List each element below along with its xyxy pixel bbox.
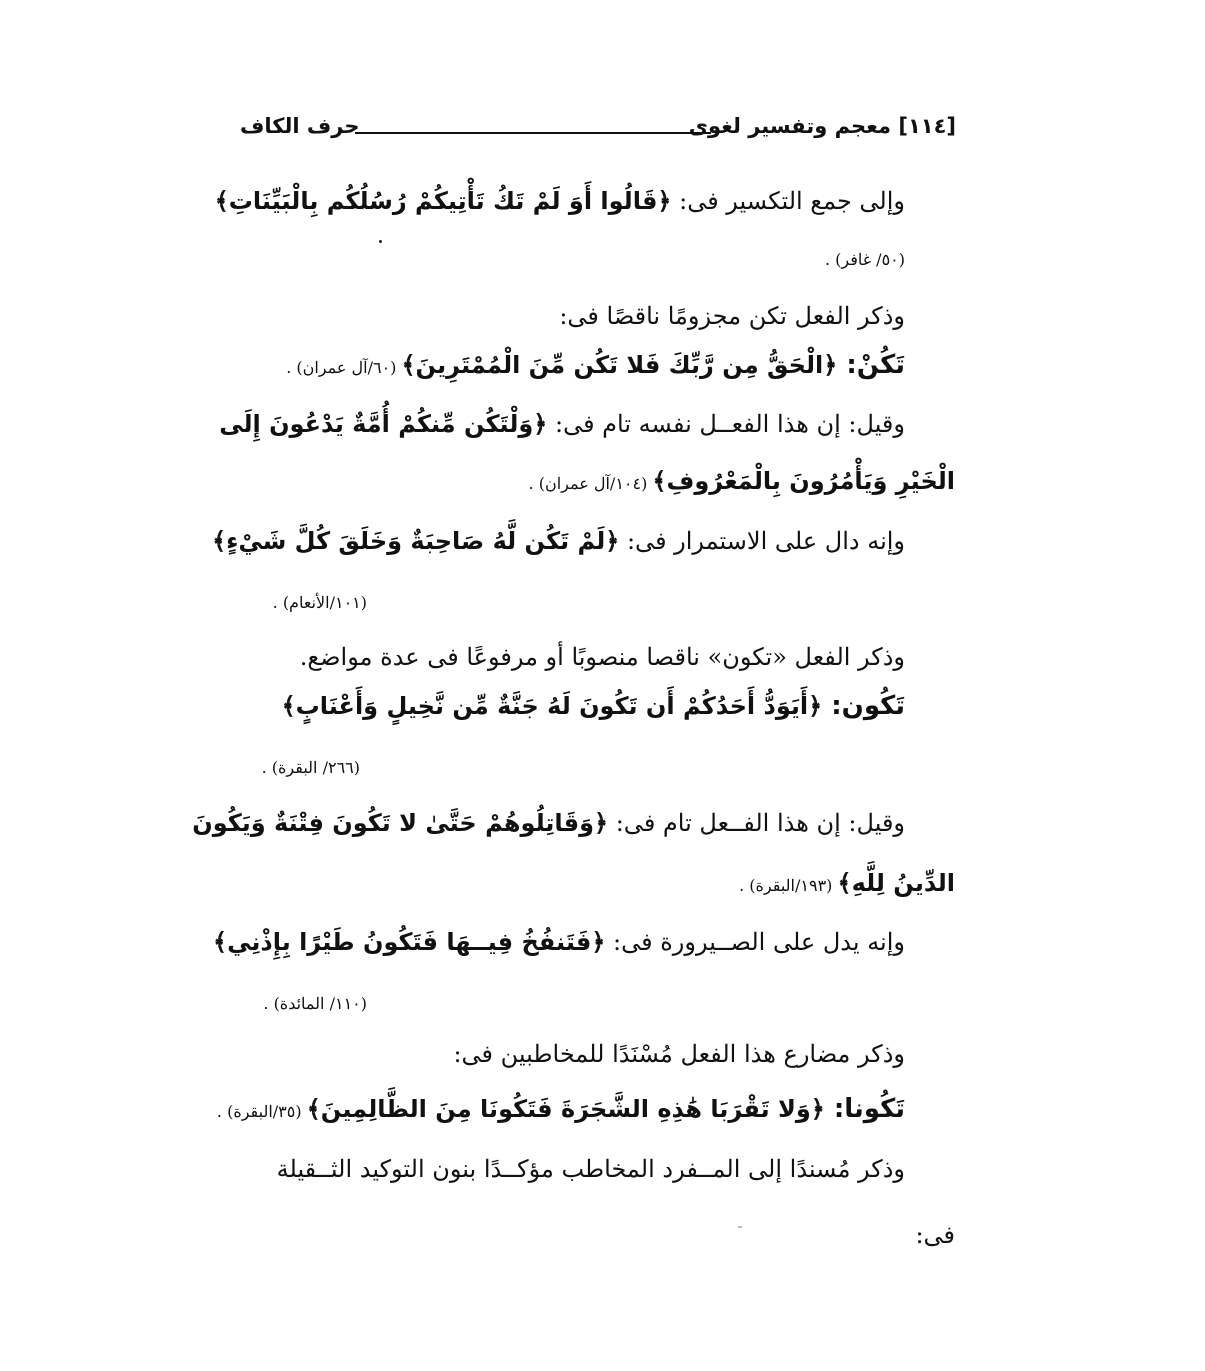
body-text: وإلى جمع التكسير فى: [671, 187, 905, 215]
text-line [277, 1152, 905, 1186]
body-text: فى: [915, 1221, 955, 1249]
text-line [286, 348, 905, 385]
quran-verse: ﴿فَتَنفُخُ فِيــهَا فَتَكُونُ طَيْرًا بِإِذْنِي﴾ [213, 928, 606, 956]
headword: تَكُونا: [824, 1094, 905, 1124]
verse-reference: (١٠١/الأنعام) . [272, 593, 367, 612]
page-number-title: [١١٤] معجم وتفسير لغوى [688, 114, 956, 138]
body-text: وقيل: إن هذا الفعــل نفسه تام فى: [547, 410, 905, 438]
quran-verse: ﴿لَمْ تَكُن لَّهُ صَاحِبَةٌ وَخَلَقَ كُلَّ شَيْءٍ﴾ [212, 527, 620, 555]
text-line [915, 1218, 955, 1252]
text-line [529, 464, 955, 501]
text-line [263, 984, 367, 1021]
text-line [212, 524, 905, 558]
text-line [825, 240, 905, 277]
body-text: وذكر الفعل «تكون» ناقصا منصوبًا أو مرفوعًا فى عدة مواضع. [299, 643, 905, 671]
text-line [262, 748, 360, 785]
verse-reference: (٣٥/البقرة) . [216, 1102, 307, 1121]
verse-reference: (١١٠/ المائدة) . [263, 994, 367, 1013]
text-line [217, 1092, 905, 1129]
body-text: وذكر مضارع هذا الفعل مُسْنَدًا للمخاطبين فى: [453, 1040, 905, 1068]
quran-verse: ﴿أَيَوَدُّ أَحَدُكُمْ أَن تَكُونَ لَهُ جَنَّةٌ مِّن نَّخِيلٍ وَأَعْنَابٍ﴾ [281, 692, 823, 720]
header-rule [355, 132, 711, 134]
quran-verse: ﴿وَلْتَكُن مِّنكُمْ أُمَّةٌ يَدْعُونَ إِلَى [219, 410, 548, 438]
quran-verse: الدِّينُ لِلَّهِ﴾ [837, 869, 955, 897]
verse-reference: (١٩٣/البقرة) . [739, 876, 838, 895]
quran-verse: ﴿وَقَاتِلُوهُمْ حَتَّىٰ لا تَكُونَ فِتْنَةٌ وَيَكُونَ [192, 809, 609, 837]
page-header [240, 114, 956, 148]
scan-speck [738, 1226, 742, 1228]
text-line [192, 806, 905, 840]
headword: تَكُنْ: [837, 350, 905, 380]
text-line [282, 689, 905, 723]
text-line [559, 299, 905, 333]
verse-reference: (٢٦٦/ البقرة) . [261, 758, 360, 777]
text-line [300, 640, 905, 674]
body-text: وإنه يدل على الصــيرورة فى: [605, 928, 905, 956]
text-line [219, 407, 905, 441]
body-text: وإنه دال على الاستمرار فى: [619, 527, 905, 555]
body-text: وذكر الفعل تكن مجزومًا ناقصًا فى: [559, 302, 905, 330]
headword: تَكُون: [822, 691, 905, 721]
text-line [213, 925, 905, 959]
stray-dot [379, 240, 382, 243]
body-text: وقيل: إن هذا الفــعل تام فى: [608, 809, 905, 837]
text-line [453, 1037, 905, 1071]
text-line [739, 866, 955, 903]
body-text: وذكر مُسندًا إلى المــفرد المخاطب مؤكــدًا بنون التوكيد الثــقيلة [276, 1155, 905, 1183]
section-title: حرف الكاف [240, 114, 360, 138]
verse-reference: (١٠٤/آل عمران) . [528, 474, 653, 493]
quran-verse: الْخَيْرِ وَيَأْمُرُونَ بِالْمَعْرُوفِ﴾ [652, 467, 955, 495]
text-line [273, 583, 367, 620]
text-line [215, 184, 905, 218]
quran-verse: ﴿وَلا تَقْرَبَا هَٰذِهِ الشَّجَرَةَ فَتَكُونَا مِنَ الظَّالِمِينَ﴾ [306, 1095, 825, 1123]
quran-verse: ﴿الْحَقُّ مِن رَّبِّكَ فَلا تَكُن مِّنَ الْمُمْتَرِينَ﴾ [401, 351, 838, 379]
verse-reference: (٥٠/ غافر) . [824, 250, 905, 269]
quran-verse: ﴿قَالُوا أَوَ لَمْ تَكُ تَأْتِيكُمْ رُسُلُكُم بِالْبَيِّنَاتِ﴾ [214, 187, 672, 215]
verse-reference: (٦٠/آل عمران) . [286, 358, 402, 377]
